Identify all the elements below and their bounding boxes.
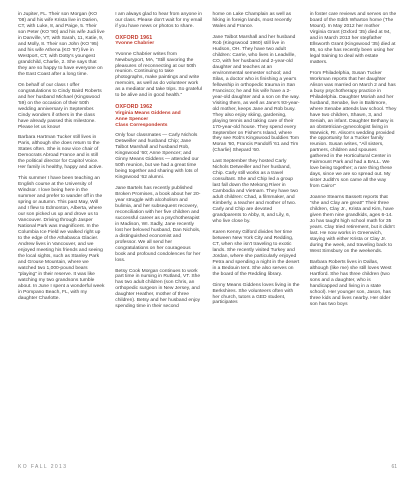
paragraph: Jane Talbot Marshall and her husband Rob (Kingswood 1960) still live in Hudson, OH. They have two adult children: Carrie, who lives in Leadville, CO, with her husband and 2-year-old daughter and teaches at an environmental semester school; and Silas, a doctor who is finishing a year's fellowship in orthopedic trauma in San Francisco; he and his wife have a 2-year-old daughter and a son on the way. Visiting them, as well as Jane's 93-year-old mother, keeps Jane and Rob busy. They also enjoy skiing, gardening, playing tennis and taking care of their 170-year-old house. They spend every September on Fisher's Island, where they see Rob's Kingswood buddies Tom Moran '60, Francis Pandolfi '61 and Tim (Charlie) Shepard '60. xyxy=(212,34,300,154)
paragraph: Karen Kenny Gilford divides her time between New York City and Redding, CT, when she isn't traveling to exotic lands. She recently visited Turkey and Jordan, where she particularly enjoyed Petra and spending a night in the desert in a Bedouin tent. She also serves on the board of the Redding library. xyxy=(212,229,300,277)
paragraph: Joanne Stearns Bassett reports that "she and Clay are great!" Their three children, Clay Jr., Krista and Kim, have given them nine grandkids, ages 6-14. Jo has taught high school math for 35 years. Clay tried retirement, but it didn't last. He now works in Greenwich, staying with either Krista or Clay Jr. during the week, and traveling back to West Simsbury on the weekends. xyxy=(309,195,395,254)
issue-label: KO FALL 2013 xyxy=(18,463,68,470)
page-footer xyxy=(18,464,397,470)
column-1 xyxy=(18,12,105,315)
paragraph: Jane Bartels has recently published Broken Promises, a book about her 20-year struggle with alcoholism and bulimia, and her subsequent recovery, reconciliation with her five children and successful career as a psychotherapist in Madison, WI. Sadly, Jane recently lost her beloved husband, Dan Nichols, a distinguished economist and professor. We all send her congratulations on her courageous book and profound condolences for her loss. xyxy=(115,185,201,263)
correspondent-line: Class Correspondents xyxy=(115,123,168,129)
class-section-oxford-1962 xyxy=(115,104,202,310)
class-year-heading: OXFORD 1962 xyxy=(115,104,153,111)
correspondent-line: Virginia Means Giddens and xyxy=(115,110,181,116)
paragraph: Yvonne Chabrier writes from Newburyport, MA, "Still savoring the pleasures of reconnecting at our 50th reunion. Continuing to take photographs, make paintings and write memoirs, as well as do volunteer work as a mediator and take trips. So grateful to be alive and in good health." xyxy=(115,51,202,99)
class-correspondents xyxy=(115,111,202,129)
paragraph: Barbara Roberts lives in Dallas, although (like me) she still loves West Hartford. She has three children (two sons and a daughter, who is handicapped and living in a state school). Her younger son, Jason, has three kids and lives nearby. Her older son has two boys xyxy=(309,259,392,307)
paragraph: Barbara Hartman Tucker still lives in Paris, although she does return to the States often. She is now vice chair of Democrats Abroad France and is still the political director for Capitol Voice. Her family is healthy, happy and active. xyxy=(18,135,103,171)
paragraph: in foster care reviews and serves on the board of the Edith Wharton home (The Mount). In May 2012 her mother Virginia Grant (Oxford '35) died at 94, and in March 2013 her stepfather Ellsworth Grant (Kingswood '35) died at 95, so she has recently been using her legal training to deal with estate matters. xyxy=(309,12,397,65)
paragraph: Only four classmates — Carly Nichols Detweiller and husband Chip; Jane Talbot Marshall and husband Rob, Kingswood '60; Anne Spencer; and Ginny Means Giddens — attended our 50th reunion, but we had a great time being together and sharing with lots of Kingswood '62 alumni. xyxy=(115,133,199,181)
text-columns xyxy=(18,12,397,315)
class-section-oxford-1961 xyxy=(115,35,202,99)
class-year-heading: OXFORD 1961 xyxy=(115,34,153,41)
correspondent-line: Yvonne Chabrier xyxy=(115,41,155,47)
paragraph: in Jupiter, FL. Their son Morgan (KO '08) and his wife Krista live in Darien, CT, with Luke, 8, and Paige, 5. Their son Peter (KO '90) and his wife Judi live in Danville, VT, with Sarah, 11, Katie, 9, and Molly, 8. Their son John (KO '95) and his wife Athena (KO '97) live in Westport, CT, with Dotty's youngest grandchild, Charlie, 2. She says that they are so happy to have everyone on the East Coast after a long time. xyxy=(18,12,105,77)
column-3 xyxy=(213,12,300,315)
paragraph: On behalf of our class I offer congratulations to Cindy Baird Roberts and her husband Michael (Kingswood '59) on the occasion of their 50th wedding anniversary in September. Cindy wonders if others in the class have already passed this milestone. Please let us know! xyxy=(18,82,102,130)
paragraph: Last September they hosted Carly Nichols Detweiller and her husband, Chip. Carly still works as a travel consultant. She and Chip led a group last fall down the Mekong River in Cambodia and Vietnam. They have two adult children: Chad, a filmmaker, and Kimberly, a teacher and mother of two. Carly and Chip are devoted grandparents to Abby, 8, and Lily, 6, who live close by. xyxy=(212,159,298,225)
paragraph: Ginny Means Giddens loves living in the Berkshires. She volunteers often with her church, tutors a GED student, participates xyxy=(212,282,300,306)
paragraph: This summer I have been teaching an English course at the University of Windsor. I love being here in the summer and prefer to wander off in the spring or autumn. This past May, Will and I flew to Edmonton, Alberta, where our son picked us up and drove us to Vancouver. Driving through Jasper National Park was magnificent. In the Columbia Ice Field we walked right up to the edge of the Athabasca Glacier. Andrew lives in Vancouver, and we enjoyed meeting his friends and seeing the local sights, such as Stanley Park and Grouse Mountain, where we watched two 1,000-pound bears "playing" in their reserve. It was like watching my two grandsons tumble about. In June I spent a wonderful week in Pompano Beach, FL, with my daughter Charlotte. xyxy=(18,176,105,301)
paragraph: From Philadelphia, Susan Tucker Workman reports that her daughter Alison was married on March 2 and has a busy psychotherapy practice in Philadelphia. Daughter Moriah and her husband, Senabe, live in Baltimore, where Senabe attends law school. They have two children, Shawn, 3, and Seniah, an infant. Daughter Bethany is an obstetrician-gynecologist living in Warwick, RI. Alison's wedding provided the opportunity for a Tucker family reunion. Susan writes, "All sisters, partners, children and spouses gathered in the Horticultural Center in Fairmount Park and had a BALL. We love being together; a rare thing these days, since we are so spread out. My sister Judith's son came all the way from Cairo!" xyxy=(309,70,397,190)
page-number: 61 xyxy=(391,463,397,470)
correspondent-line: Anne Spencer xyxy=(115,116,149,122)
class-correspondents xyxy=(115,41,202,47)
column-4 xyxy=(310,12,397,315)
paragraph: I am always glad to hear from anyone in our class. Please don't wait for my email if you have news or photos to share. xyxy=(115,12,203,29)
column-2 xyxy=(115,12,202,315)
paragraph: home on Lake Champlain as well as hiking in foreign lands, most recently Wales and France. xyxy=(212,12,292,29)
paragraph: Betsy Cook Morgan continues to work part time in nursing in Rutland, VT. She has two adult children (son Chris, an orthopedic surgeon in New Jersey, and daughter Heather, mother of three children). Betsy and her husband enjoy spending time in their second xyxy=(115,268,201,310)
